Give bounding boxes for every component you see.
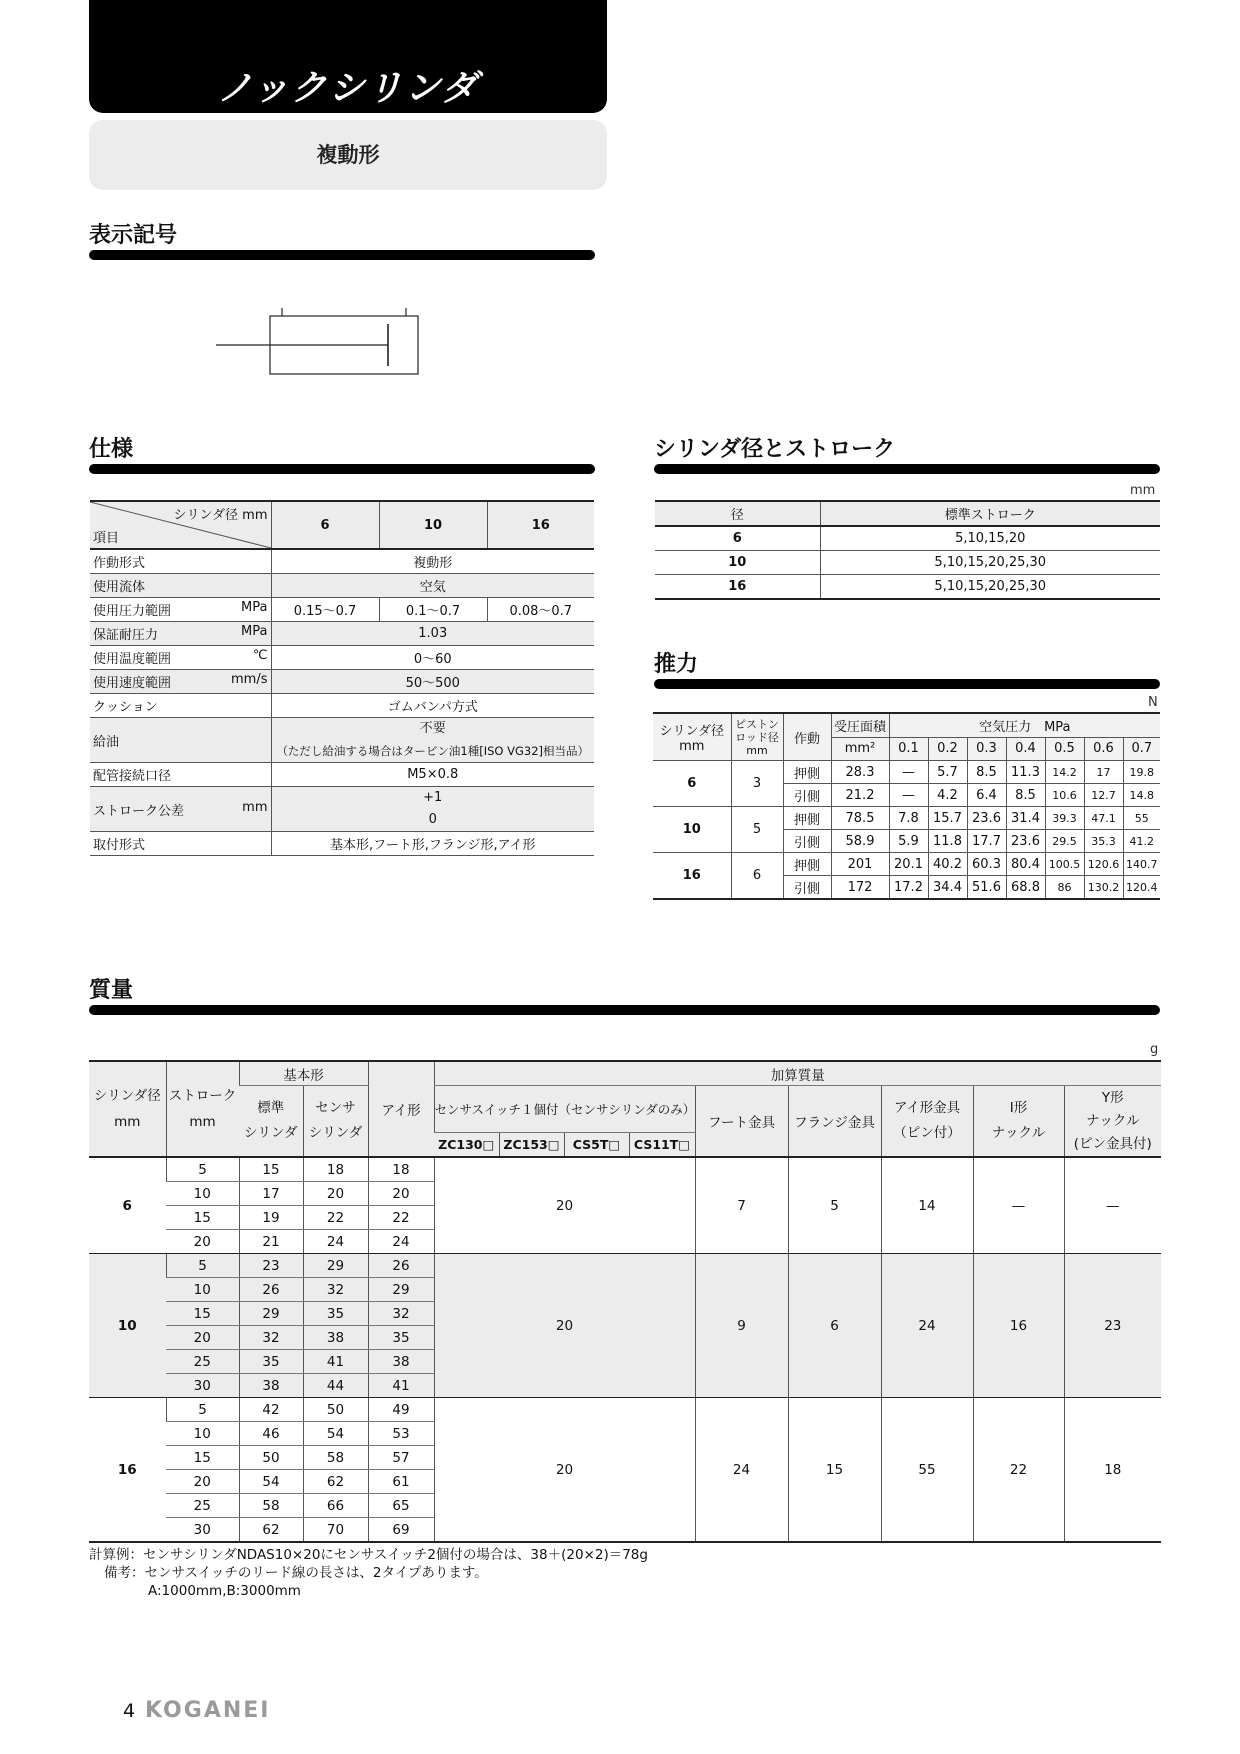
mass-header-foot: フート金具 [695, 1086, 788, 1158]
force-value: 5.9 [889, 830, 928, 853]
mass-stroke: 15 [166, 1446, 239, 1470]
force-value: 29.5 [1045, 830, 1084, 853]
mass-sensor: 32 [303, 1278, 368, 1302]
mass-sensor: 54 [303, 1422, 368, 1446]
force-value: 31.4 [1006, 807, 1045, 830]
force-value: 100.5 [1045, 853, 1084, 876]
force-action: 引側 [783, 830, 831, 853]
stroke-values: 5,10,15,20,25,30 [820, 575, 1160, 600]
spec-row [90, 549, 594, 574]
force-pressure-label: 0.2 [928, 737, 967, 761]
mass-std: 32 [239, 1326, 303, 1350]
mass-add-eye-bracket: 55 [881, 1398, 973, 1543]
force-unit: N [1148, 695, 1158, 710]
stroke-row [655, 526, 1160, 551]
remark-note-2: A:1000mm,B:3000mm [148, 1583, 301, 1599]
mass-std: 26 [239, 1278, 303, 1302]
mass-std: 15 [239, 1157, 303, 1182]
stroke-section-title: シリンダ径とストローク [654, 437, 896, 462]
mass-sensor: 24 [303, 1230, 368, 1254]
mass-std: 58 [239, 1494, 303, 1518]
force-value: 120.6 [1084, 853, 1123, 876]
force-value: 55 [1123, 807, 1160, 830]
mass-table [89, 1060, 1161, 1543]
mass-stroke: 5 [166, 1157, 239, 1182]
mass-add-y-knuckle: — [1064, 1157, 1161, 1254]
spec-value: 0.08～0.7 [487, 598, 594, 622]
force-value: 10.6 [1045, 784, 1084, 807]
mass-stroke: 20 [166, 1326, 239, 1350]
force-value: 86 [1045, 876, 1084, 900]
spec-corner-cell [90, 501, 271, 549]
spec-value: 基本形,フート形,フランジ形,アイ形 [271, 832, 594, 856]
spec-row [90, 598, 594, 622]
mass-std: 62 [239, 1518, 303, 1543]
mass-header-y-knuckle: Y形 ナックル (ピン金具付) [1064, 1086, 1161, 1158]
stroke-header-bore: 径 [655, 501, 820, 526]
mass-add-foot: 9 [695, 1254, 788, 1398]
mass-add-i-knuckle: 16 [973, 1254, 1064, 1398]
force-area: 78.5 [831, 807, 889, 830]
force-value: 7.8 [889, 807, 928, 830]
mass-std: 54 [239, 1470, 303, 1494]
symbol-section-bar [89, 250, 595, 260]
force-action: 引側 [783, 876, 831, 900]
force-value: 8.5 [967, 761, 1006, 784]
mass-section-title: 質量 [89, 978, 134, 1003]
force-pressure-label: 0.1 [889, 737, 928, 761]
mass-bore: 6 [89, 1157, 166, 1254]
force-value: 19.8 [1123, 761, 1160, 784]
force-rod: 6 [731, 853, 783, 900]
force-area: 172 [831, 876, 889, 900]
mass-sensor: 20 [303, 1182, 368, 1206]
force-value: 4.2 [928, 784, 967, 807]
mass-add-flange: 5 [788, 1157, 881, 1254]
force-value: 80.4 [1006, 853, 1045, 876]
mass-stroke: 5 [166, 1398, 239, 1422]
force-value: 41.2 [1123, 830, 1160, 853]
mass-switch-model: CS5T□ [564, 1133, 629, 1158]
mass-header-eye-bracket: アイ形金具 （ピン付） [881, 1086, 973, 1158]
force-action: 引側 [783, 784, 831, 807]
force-bore: 6 [653, 761, 731, 807]
spec-value: 空気 [271, 574, 594, 598]
mass-add-foot: 24 [695, 1398, 788, 1543]
mass-sensor: 22 [303, 1206, 368, 1230]
mass-add-switch: 20 [434, 1254, 695, 1398]
spec-value: 50～500 [271, 670, 594, 694]
spec-corner-top: シリンダ径 mm [173, 508, 268, 523]
mass-header-switch: センサスイッチ１個付（センサシリンダのみ） [434, 1086, 695, 1133]
mass-add-eye-bracket: 24 [881, 1254, 973, 1398]
spec-value: 1.03 [271, 622, 594, 646]
force-section-title: 推力 [654, 652, 699, 677]
force-action: 押側 [783, 761, 831, 784]
mass-std: 46 [239, 1422, 303, 1446]
spec-value: 不要 （ただし給油する場合はタービン油1種[ISO VG32]相当品） [271, 718, 594, 763]
force-rod: 3 [731, 761, 783, 807]
mass-section-bar [89, 1005, 1160, 1015]
mass-unit: g [1150, 1042, 1159, 1057]
spec-value: M5×0.8 [271, 763, 594, 787]
force-value: — [889, 784, 928, 807]
mass-std: 35 [239, 1350, 303, 1374]
spec-label: クッション [90, 694, 271, 718]
cylinder-symbol-icon [210, 300, 430, 380]
symbol-section-title: 表示記号 [89, 223, 178, 248]
force-value: 39.3 [1045, 807, 1084, 830]
stroke-bore: 16 [655, 575, 820, 600]
stroke-bore: 10 [655, 551, 820, 575]
mass-header-std: 標準 シリンダ [239, 1086, 303, 1158]
force-value: 130.2 [1084, 876, 1123, 900]
mass-stroke: 10 [166, 1278, 239, 1302]
mass-eye: 65 [368, 1494, 434, 1518]
mass-sensor: 29 [303, 1254, 368, 1278]
force-row [653, 761, 1160, 784]
mass-add-flange: 6 [788, 1254, 881, 1398]
force-value: 17.7 [967, 830, 1006, 853]
spec-row [90, 574, 594, 598]
mass-sensor: 18 [303, 1157, 368, 1182]
force-value: 68.8 [1006, 876, 1045, 900]
mass-sensor: 35 [303, 1302, 368, 1326]
force-bore: 10 [653, 807, 731, 853]
mass-stroke: 30 [166, 1518, 239, 1543]
mass-eye: 61 [368, 1470, 434, 1494]
force-value: 14.8 [1123, 784, 1160, 807]
spec-label: 給油 [90, 718, 271, 763]
mass-eye: 29 [368, 1278, 434, 1302]
force-row [653, 807, 1160, 830]
spec-row [90, 763, 594, 787]
mass-std: 23 [239, 1254, 303, 1278]
mass-header-i-knuckle: I形 ナックル [973, 1086, 1064, 1158]
force-area: 201 [831, 853, 889, 876]
force-value: 60.3 [967, 853, 1006, 876]
mass-switch-model: ZC153□ [499, 1133, 564, 1158]
force-section-bar [654, 679, 1160, 689]
remark-note: 備考：センサスイッチのリード線の長さは、2タイプあります。 [104, 1565, 488, 1581]
mass-stroke: 10 [166, 1182, 239, 1206]
force-value: — [889, 761, 928, 784]
spec-row [90, 646, 594, 670]
stroke-row [655, 551, 1160, 575]
mass-stroke: 25 [166, 1494, 239, 1518]
mass-std: 19 [239, 1206, 303, 1230]
spec-bore-16: 16 [487, 501, 594, 549]
spec-table [90, 500, 594, 856]
spec-row [90, 622, 594, 646]
mass-eye: 20 [368, 1182, 434, 1206]
force-area: 21.2 [831, 784, 889, 807]
force-value: 23.6 [967, 807, 1006, 830]
stroke-header-std: 標準ストローク [820, 501, 1160, 526]
force-value: 12.7 [1084, 784, 1123, 807]
mass-sensor: 58 [303, 1446, 368, 1470]
mass-eye: 32 [368, 1302, 434, 1326]
mass-header-stroke: ストローク mm [166, 1061, 239, 1157]
mass-header-eye: アイ形 [368, 1061, 434, 1157]
mass-std: 50 [239, 1446, 303, 1470]
stroke-unit: mm [1130, 483, 1156, 498]
force-action: 押側 [783, 807, 831, 830]
mass-stroke: 15 [166, 1206, 239, 1230]
mass-stroke: 15 [166, 1302, 239, 1326]
mass-add-i-knuckle: — [973, 1157, 1064, 1254]
mass-sensor: 62 [303, 1470, 368, 1494]
stroke-table [655, 500, 1160, 600]
mass-header-add: 加算質量 [434, 1061, 1161, 1086]
mass-eye: 49 [368, 1398, 434, 1422]
spec-row [90, 694, 594, 718]
calc-note: 計算例：センサシリンダNDAS10×20にセンサスイッチ2個付の場合は、38＋(20×2)＝78g [89, 1547, 648, 1563]
page-title: ノックシリンダ [89, 0, 607, 113]
spec-label: 保証耐圧力 MPa [90, 622, 271, 646]
force-pressure-label: 0.5 [1045, 737, 1084, 761]
force-rod: 5 [731, 807, 783, 853]
force-value: 15.7 [928, 807, 967, 830]
force-header-pressure: 空気圧力 MPa [889, 713, 1160, 737]
mass-header-basic: 基本形 [239, 1061, 368, 1086]
mass-eye: 35 [368, 1326, 434, 1350]
force-value: 5.7 [928, 761, 967, 784]
spec-value: 0～60 [271, 646, 594, 670]
mass-add-eye-bracket: 14 [881, 1157, 973, 1254]
mass-add-y-knuckle: 23 [1064, 1254, 1161, 1398]
spec-row [90, 718, 594, 763]
spec-label: 配管接続口径 [90, 763, 271, 787]
spec-bore-6: 6 [271, 501, 379, 549]
mass-eye: 22 [368, 1206, 434, 1230]
mass-sensor: 50 [303, 1398, 368, 1422]
mass-add-flange: 15 [788, 1398, 881, 1543]
brand-logo: KOGANEI [145, 1698, 271, 1723]
spec-value: +1 0 [271, 787, 594, 832]
mass-sensor: 44 [303, 1374, 368, 1398]
force-value: 20.1 [889, 853, 928, 876]
force-header-rod: ピストン ロッド径 mm [731, 713, 783, 761]
force-area: 58.9 [831, 830, 889, 853]
page-number: 4 [123, 1700, 136, 1722]
spec-corner-bottom: 項目 [93, 531, 120, 546]
mass-switch-model: CS11T□ [629, 1133, 695, 1158]
mass-std: 29 [239, 1302, 303, 1326]
mass-stroke: 20 [166, 1230, 239, 1254]
spec-label: 使用速度範囲 mm/s [90, 670, 271, 694]
mass-eye: 24 [368, 1230, 434, 1254]
mass-eye: 26 [368, 1254, 434, 1278]
spec-label: 取付形式 [90, 832, 271, 856]
spec-row [90, 787, 594, 832]
mass-stroke: 20 [166, 1470, 239, 1494]
force-value: 17.2 [889, 876, 928, 900]
force-value: 17 [1084, 761, 1123, 784]
spec-label: 使用流体 [90, 574, 271, 598]
force-area: 28.3 [831, 761, 889, 784]
force-header-action: 作動 [783, 713, 831, 761]
mass-eye: 38 [368, 1350, 434, 1374]
mass-std: 42 [239, 1398, 303, 1422]
spec-label: ストローク公差 mm [90, 787, 271, 832]
mass-bore: 10 [89, 1254, 166, 1398]
force-value: 23.6 [1006, 830, 1045, 853]
force-pressure-label: 0.6 [1084, 737, 1123, 761]
force-value: 47.1 [1084, 807, 1123, 830]
mass-sensor: 41 [303, 1350, 368, 1374]
spec-bore-10: 10 [379, 501, 487, 549]
page-subtitle: 複動形 [89, 120, 607, 190]
mass-add-y-knuckle: 18 [1064, 1398, 1161, 1543]
force-value: 51.6 [967, 876, 1006, 900]
mass-sensor: 70 [303, 1518, 368, 1543]
force-bore: 16 [653, 853, 731, 900]
force-pressure-label: 0.7 [1123, 737, 1160, 761]
stroke-values: 5,10,15,20,25,30 [820, 551, 1160, 575]
stroke-values: 5,10,15,20 [820, 526, 1160, 551]
spec-row [90, 832, 594, 856]
force-value: 35.3 [1084, 830, 1123, 853]
force-value: 34.4 [928, 876, 967, 900]
mass-eye: 53 [368, 1422, 434, 1446]
spec-label: 使用温度範囲 ℃ [90, 646, 271, 670]
force-value: 8.5 [1006, 784, 1045, 807]
force-header-area: 受圧面積 [831, 713, 889, 737]
mass-add-foot: 7 [695, 1157, 788, 1254]
spec-value: ゴムバンパ方式 [271, 694, 594, 718]
mass-stroke: 10 [166, 1422, 239, 1446]
force-action: 押側 [783, 853, 831, 876]
mass-stroke: 30 [166, 1374, 239, 1398]
force-table [653, 712, 1160, 900]
mass-add-switch: 20 [434, 1157, 695, 1254]
force-header-area-unit: mm² [831, 737, 889, 761]
force-value: 6.4 [967, 784, 1006, 807]
mass-sensor: 38 [303, 1326, 368, 1350]
mass-eye: 18 [368, 1157, 434, 1182]
force-value: 14.2 [1045, 761, 1084, 784]
mass-sensor: 66 [303, 1494, 368, 1518]
mass-add-i-knuckle: 22 [973, 1398, 1064, 1543]
stroke-row [655, 575, 1160, 600]
spec-row [90, 670, 594, 694]
force-value: 140.7 [1123, 853, 1160, 876]
mass-row [89, 1157, 1161, 1182]
mass-add-switch: 20 [434, 1398, 695, 1543]
spec-section-bar [89, 464, 595, 474]
mass-std: 21 [239, 1230, 303, 1254]
mass-switch-model: ZC130□ [434, 1133, 499, 1158]
mass-eye: 69 [368, 1518, 434, 1543]
mass-row [89, 1398, 1161, 1422]
stroke-section-bar [654, 464, 1160, 474]
mass-header-flange: フランジ金具 [788, 1086, 881, 1158]
mass-std: 38 [239, 1374, 303, 1398]
stroke-bore: 6 [655, 526, 820, 551]
mass-eye: 57 [368, 1446, 434, 1470]
spec-section-title: 仕様 [89, 437, 134, 462]
mass-std: 17 [239, 1182, 303, 1206]
mass-header-bore: シリンダ径 mm [89, 1061, 166, 1157]
force-pressure-label: 0.3 [967, 737, 1006, 761]
force-value: 40.2 [928, 853, 967, 876]
force-value: 11.8 [928, 830, 967, 853]
mass-stroke: 25 [166, 1350, 239, 1374]
force-value: 120.4 [1123, 876, 1160, 900]
mass-header-sensor: センサ シリンダ [303, 1086, 368, 1158]
spec-value: 0.1～0.7 [379, 598, 487, 622]
spec-value: 複動形 [271, 549, 594, 574]
mass-stroke: 5 [166, 1254, 239, 1278]
spec-value: 0.15～0.7 [271, 598, 379, 622]
force-row [653, 853, 1160, 876]
force-pressure-label: 0.4 [1006, 737, 1045, 761]
mass-row [89, 1254, 1161, 1278]
force-header-bore: シリンダ径 mm [653, 713, 731, 761]
spec-label: 使用圧力範囲 MPa [90, 598, 271, 622]
mass-bore: 16 [89, 1398, 166, 1543]
force-value: 11.3 [1006, 761, 1045, 784]
mass-eye: 41 [368, 1374, 434, 1398]
spec-label: 作動形式 [90, 549, 271, 574]
